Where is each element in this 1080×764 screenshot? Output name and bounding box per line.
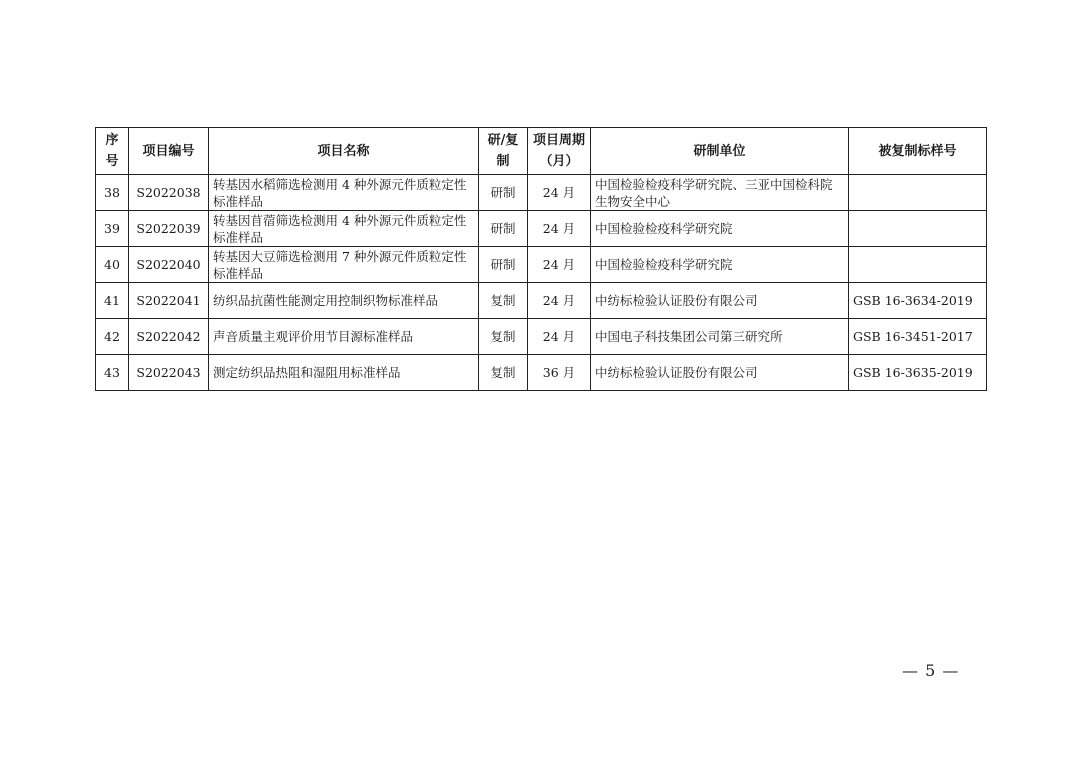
header-unit: 研制单位 (591, 128, 849, 175)
cell-copied-std (849, 247, 987, 283)
cell-unit: 中国电子科技集团公司第三研究所 (591, 319, 849, 355)
cell-type: 复制 (479, 355, 528, 391)
cell-copied-std: GSB 16-3634-2019 (849, 283, 987, 319)
page-number: — 5 — (902, 661, 960, 680)
cell-copied-std: GSB 16-3451-2017 (849, 319, 987, 355)
header-seq: 序 号 (96, 128, 129, 175)
cell-copied-std (849, 211, 987, 247)
project-table (95, 127, 987, 391)
cell-period: 24 月 (528, 247, 591, 283)
cell-name: 转基因大豆筛选检测用 7 种外源元件质粒定性标准样品 (209, 247, 479, 283)
cell-type: 研制 (479, 211, 528, 247)
cell-unit: 中国检验检疫科学研究院 (591, 211, 849, 247)
cell-name: 转基因苜蓿筛选检测用 4 种外源元件质粒定性标准样品 (209, 211, 479, 247)
cell-seq: 39 (96, 211, 129, 247)
cell-unit: 中纺标检验认证股份有限公司 (591, 283, 849, 319)
cell-seq: 38 (96, 175, 129, 211)
table-header-row (96, 128, 987, 175)
table-row (96, 175, 987, 211)
cell-period: 24 月 (528, 175, 591, 211)
header-copied-std: 被复制标样号 (849, 128, 987, 175)
cell-name: 声音质量主观评价用节目源标准样品 (209, 319, 479, 355)
cell-code: S2022039 (129, 211, 209, 247)
cell-period: 36 月 (528, 355, 591, 391)
header-code: 项目编号 (129, 128, 209, 175)
cell-seq: 41 (96, 283, 129, 319)
cell-seq: 43 (96, 355, 129, 391)
cell-code: S2022040 (129, 247, 209, 283)
cell-type: 研制 (479, 175, 528, 211)
table-row (96, 211, 987, 247)
cell-name: 纺织品抗菌性能测定用控制织物标准样品 (209, 283, 479, 319)
cell-unit: 中纺标检验认证股份有限公司 (591, 355, 849, 391)
cell-copied-std (849, 175, 987, 211)
header-name: 项目名称 (209, 128, 479, 175)
cell-period: 24 月 (528, 283, 591, 319)
cell-type: 复制 (479, 319, 528, 355)
table-row (96, 355, 987, 391)
cell-name: 测定纺织品热阻和湿阻用标准样品 (209, 355, 479, 391)
cell-period: 24 月 (528, 319, 591, 355)
table-row (96, 247, 987, 283)
cell-copied-std: GSB 16-3635-2019 (849, 355, 987, 391)
cell-code: S2022041 (129, 283, 209, 319)
cell-unit: 中国检验检疫科学研究院 (591, 247, 849, 283)
cell-code: S2022042 (129, 319, 209, 355)
cell-name: 转基因水稻筛选检测用 4 种外源元件质粒定性标准样品 (209, 175, 479, 211)
cell-unit: 中国检验检疫科学研究院、三亚中国检科院生物安全中心 (591, 175, 849, 211)
header-period: 项目周期 （月） (528, 128, 591, 175)
header-type: 研/复 制 (479, 128, 528, 175)
cell-seq: 40 (96, 247, 129, 283)
cell-type: 复制 (479, 283, 528, 319)
cell-code: S2022038 (129, 175, 209, 211)
table-row (96, 319, 987, 355)
cell-type: 研制 (479, 247, 528, 283)
cell-code: S2022043 (129, 355, 209, 391)
table-row (96, 283, 987, 319)
cell-period: 24 月 (528, 211, 591, 247)
cell-seq: 42 (96, 319, 129, 355)
